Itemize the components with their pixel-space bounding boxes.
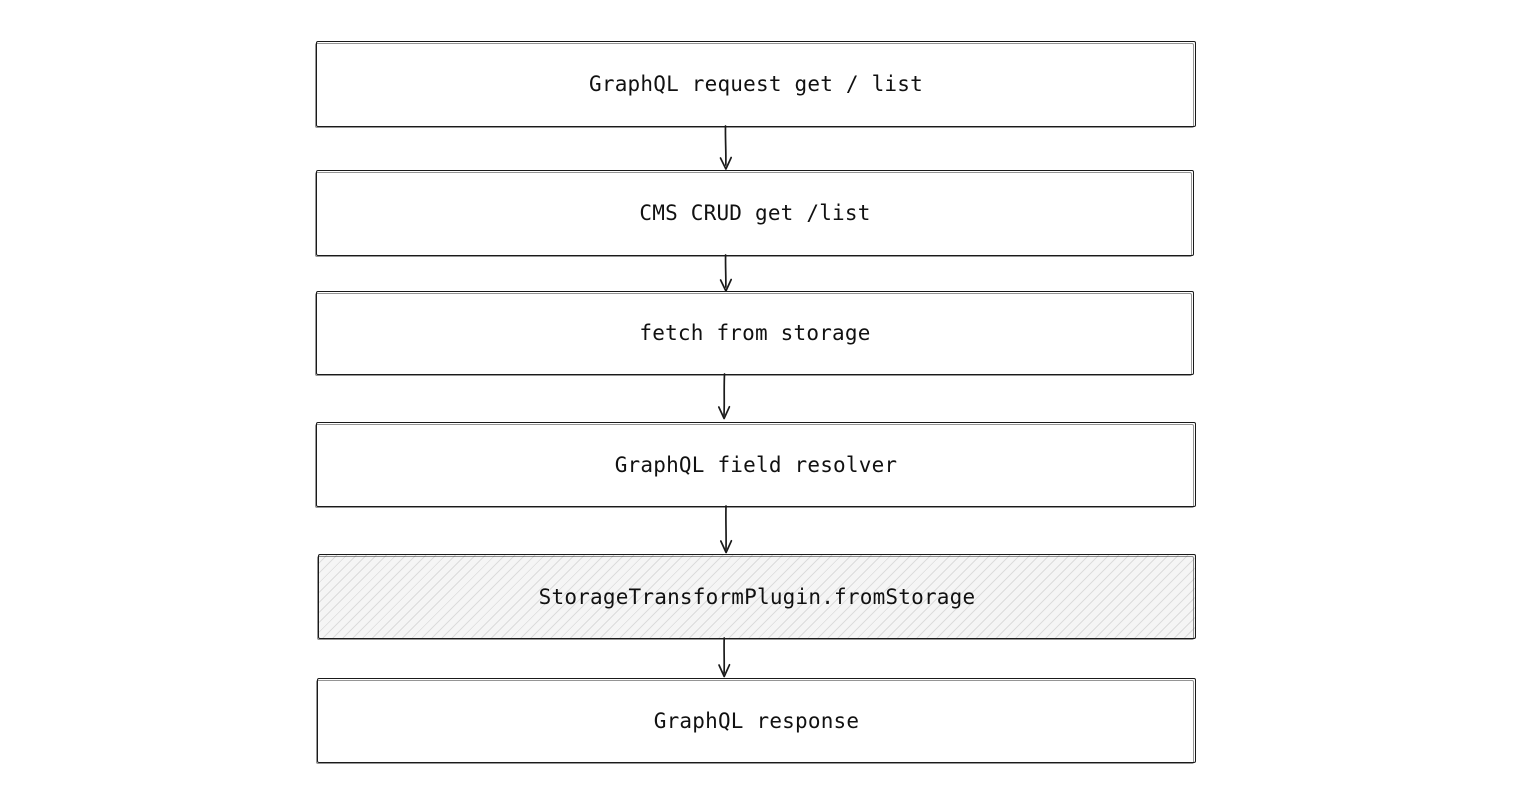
node-storage-transform-plugin[interactable]	[318, 554, 1196, 639]
edge-cms-crud-to-fetch-from-storage	[712, 254, 742, 296]
edge-graphql-request-to-cms-crud	[712, 125, 742, 173]
edge-storage-transform-plugin-to-graphql-response	[710, 637, 740, 681]
node-label: GraphQL field resolver	[614, 452, 898, 477]
node-label: StorageTransformPlugin.fromStorage	[538, 584, 976, 609]
node-cms-crud[interactable]	[316, 170, 1194, 256]
node-label: GraphQL response	[653, 708, 860, 733]
node-label: CMS CRUD get /list	[639, 201, 871, 225]
node-graphql-field-resolver[interactable]	[316, 422, 1196, 507]
edge-graphql-field-resolver-to-storage-transform-plugin	[712, 505, 742, 557]
node-label: GraphQL request get / list	[589, 72, 923, 96]
node-label: fetch from storage	[639, 321, 871, 345]
node-graphql-response[interactable]	[317, 678, 1196, 763]
node-fetch-from-storage[interactable]	[316, 291, 1194, 375]
node-graphql-request[interactable]	[316, 41, 1196, 127]
edge-fetch-from-storage-to-graphql-field-resolver	[710, 373, 740, 423]
